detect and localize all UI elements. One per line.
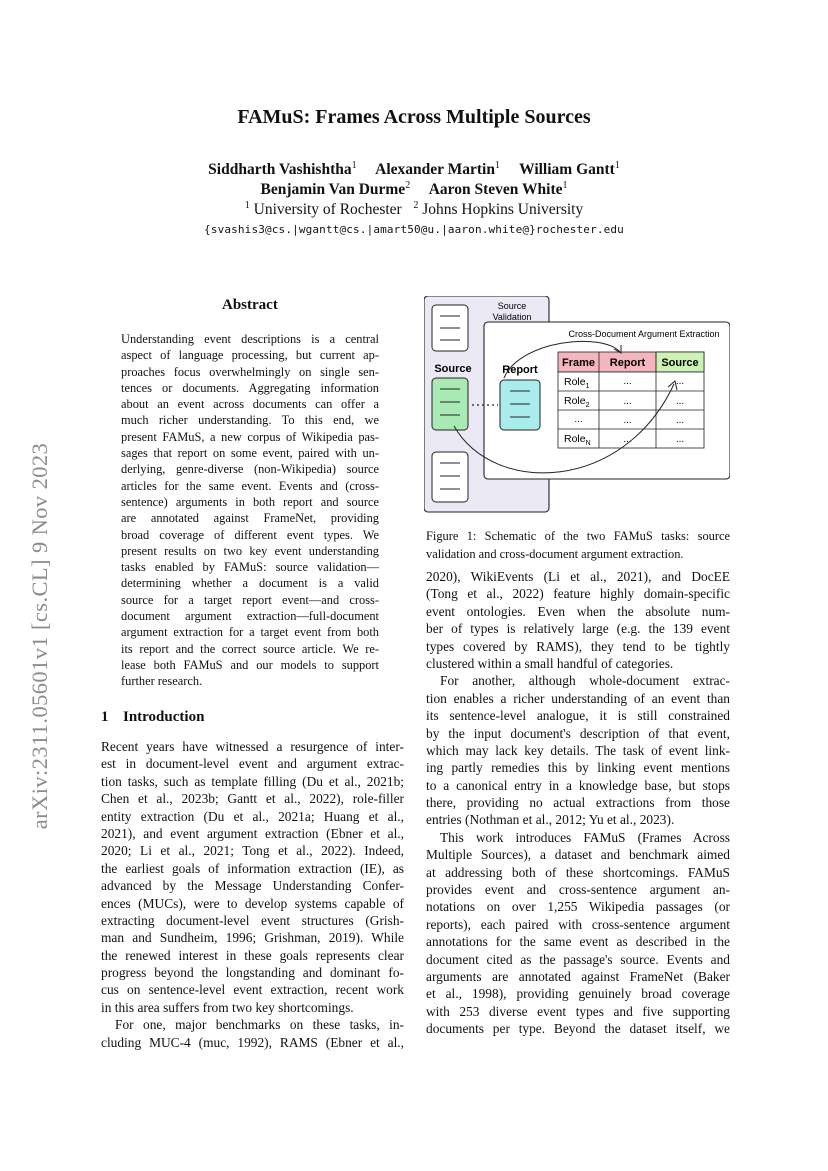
- body-line: (Tong et al., 2022) feature highly domain-specific: [426, 586, 730, 602]
- abstract-line: tasks enabled by FAMuS: source validation—: [121, 560, 379, 575]
- abstract-line: aspect of language processing, but current ap-: [121, 348, 379, 363]
- author-affiliation-mark: 1: [351, 160, 357, 171]
- body-line: to a canonical entry in a knowledge base, but stops: [426, 777, 730, 793]
- table-row-role: Role$_2$: [564, 395, 590, 409]
- affiliation-number: 2: [413, 200, 419, 211]
- body-line: ing partly remedies this by linking event mentions: [426, 760, 730, 776]
- abstract-line: further research.: [121, 674, 203, 689]
- abstract-line: present results on two key event understanding: [121, 543, 379, 558]
- body-line: For one, major benchmarks on these tasks, in-: [115, 1017, 404, 1033]
- table-header-report: Report: [609, 357, 646, 369]
- body-line: Recent years have witnessed a resurgence of inter-: [101, 739, 404, 754]
- source-validation-label: Validation: [492, 312, 532, 322]
- body-line: the earliest goals of information extraction (IE), as: [101, 860, 404, 876]
- table-row-ellipsis: ...: [574, 414, 583, 425]
- body-line: progress beyond the longstanding and dominant fo-: [101, 965, 404, 981]
- body-line: cus on sentence-level event extraction, recent work: [101, 982, 404, 998]
- table-cell-report: ...: [623, 396, 632, 407]
- body-line: extracting document-level event structures (Grish-: [101, 912, 404, 928]
- author-line-1: [0, 160, 828, 179]
- abstract-line: document argument extraction—full-document: [121, 609, 379, 624]
- body-line: tion enables a richer understanding of an event than: [426, 690, 730, 706]
- caption-line: Figure 1: Schematic of the two FAMuS tasks: source: [426, 529, 730, 543]
- report-document-label: Report: [502, 364, 538, 376]
- argument-table: [558, 352, 704, 448]
- candidate-document-bottom: [432, 452, 468, 502]
- section-title: Introduction: [123, 709, 205, 725]
- body-line: at addressing both of these shortcomings. FAMuS: [426, 864, 730, 880]
- body-line: clustered within a small handful of categories.: [426, 655, 674, 671]
- affiliation-name: University of Rochester: [253, 201, 402, 219]
- table-cell-report: ...: [623, 415, 632, 426]
- table-cell-report: ...: [623, 434, 632, 445]
- body-line: notations on over 1,255 Wikipedia passages (or: [426, 899, 730, 915]
- author-affiliation-mark: 1: [494, 160, 500, 171]
- abstract-line: broad coverage of different event types. We: [121, 527, 379, 542]
- arxiv-identifier-stamp: arXiv:2311.05601v1 [cs.CL] 9 Nov 2023: [27, 442, 52, 830]
- abstract-line: much richer understanding. To this end, we: [121, 413, 379, 428]
- affiliations: [0, 200, 828, 219]
- affiliation-name: Johns Hopkins University: [422, 201, 584, 219]
- author-affiliation-mark: 2: [405, 180, 411, 191]
- body-line: annotations for the same event as described in the: [426, 934, 730, 950]
- body-line: document cited as the passage's source. Events and: [426, 951, 730, 967]
- author-name: Siddharth Vashishtha: [208, 161, 352, 179]
- body-line: For another, although whole-document extrac-: [440, 673, 730, 689]
- body-line: which may lack key details. The task of event link-: [426, 742, 730, 758]
- author-name: Alexander Martin: [375, 161, 495, 179]
- body-line: entity extraction (Du et al., 2021a; Huang et al.,: [101, 808, 404, 824]
- source-validation-label: Source: [497, 301, 527, 311]
- abstract-line: present FAMuS, a new corpus of Wikipedia pas-: [121, 429, 379, 444]
- author-name: Aaron Steven White: [428, 181, 563, 199]
- table-cell-report: ...: [623, 376, 632, 387]
- right-column-text: [426, 568, 730, 1038]
- body-line: the renewed interest in these goals represents clear: [101, 947, 404, 963]
- caption-line: validation and cross-document argument extraction.: [426, 546, 684, 561]
- body-line: Chen et al., 2023b; Gantt et al., 2022), role-filler: [101, 791, 404, 807]
- abstract-line: are annotated against FrameNet, providing: [121, 511, 379, 526]
- affiliation-number: 1: [244, 200, 250, 211]
- abstract-line: articles for the same event. Events and (cross-: [121, 478, 379, 493]
- body-line: documents per type. Beyond the dataset itself, we: [426, 1021, 730, 1037]
- author-name: Benjamin Van Durme: [260, 181, 406, 199]
- body-line: This work introduces FAMuS (Frames Across: [440, 829, 730, 845]
- body-line: et al., 1998), providing genuinely broad coverage: [426, 986, 730, 1002]
- table-cell-source: ...: [675, 396, 685, 407]
- body-line: there, providing no actual extractions from those: [426, 795, 730, 811]
- section-number: 1: [101, 709, 109, 725]
- author-emails: {svashis3@cs.|wgantt@cs.|amart50@u.|aaron.white@}rochester.edu: [204, 223, 624, 236]
- abstract-heading: Abstract: [222, 297, 278, 313]
- abstract-line: tences or documents. Aggregating information: [121, 380, 379, 395]
- body-line: advanced by the Message Understanding Confer-: [101, 878, 404, 894]
- body-line: 2020; Li et al., 2021; Tong et al., 2022). Indeed,: [101, 843, 404, 859]
- abstract-text: [121, 331, 379, 690]
- section-heading-introduction: [101, 709, 204, 726]
- author-name: William Gantt: [519, 161, 615, 179]
- source-document-label: Source: [434, 363, 472, 375]
- body-line: tion tasks, such as template filling (Du et al., 2021b;: [101, 773, 404, 789]
- body-line: by the input document's description of that event,: [426, 725, 730, 741]
- abstract-line: proaches focus overwhelmingly on single sen-: [121, 364, 379, 379]
- figure-schematic: [424, 296, 730, 516]
- author-affiliation-mark: 1: [614, 160, 620, 171]
- argument-extraction-label: Cross-Document Argument Extraction: [568, 329, 720, 339]
- abstract-line: about an event across documents can offer a: [121, 397, 379, 412]
- body-line: ber of types is relatively large (e.g. the 139 event: [426, 621, 730, 637]
- abstract-line: source for a target report event—and cross-: [121, 592, 379, 607]
- table-cell-source: ...: [675, 376, 685, 387]
- author-affiliation-mark: 1: [562, 180, 568, 191]
- body-line: cluding MUC-4 (muc, 1992), RAMS (Ebner et al.,: [101, 1034, 404, 1050]
- introduction-text: [101, 738, 404, 1051]
- author-line-2: [0, 180, 828, 199]
- table-header-source: Source: [661, 357, 699, 369]
- abstract-line: its report and the correct source article. We re-: [121, 641, 379, 656]
- table-row-role: Role$_N$: [564, 433, 591, 447]
- table-row-role: Role$_1$: [564, 376, 590, 390]
- body-line: ences (MUCs), were to develop systems capable of: [101, 895, 404, 911]
- body-line: provides event and cross-sentence argument an-: [426, 882, 730, 898]
- body-line: entries (Nothman et al., 2012; Yu et al., 2023).: [426, 812, 675, 828]
- body-line: with 253 diverse event types and five supporting: [426, 1003, 730, 1019]
- body-line: est in document-level event and argument extrac-: [101, 756, 404, 772]
- source-document: [432, 378, 468, 430]
- body-line: arguments are annotated against FrameNet (Baker: [426, 968, 730, 984]
- body-line: its sentence-level analogue, it is still constrained: [426, 708, 730, 724]
- body-line: reports), each paired with cross-sentence argument: [426, 916, 730, 932]
- body-line: types covered by RAMS), they tend to be tightly: [426, 638, 730, 654]
- abstract-line: derlying, genre-diverse (non-Wikipedia) source: [121, 462, 379, 477]
- body-line: event ontologies. Even when the absolute num-: [426, 603, 730, 619]
- table-cell-source: ...: [675, 434, 685, 445]
- body-line: 2021), and event argument extraction (Ebner et al.,: [101, 825, 404, 841]
- abstract-line: sages that report on some event, paired with un-: [121, 446, 379, 461]
- abstract-line: determining whether a document is a valid: [121, 576, 379, 591]
- body-line: man and Sundheim, 1996; Grishman, 2019). While: [101, 930, 404, 946]
- report-document: [500, 380, 540, 430]
- abstract-line: lease both FAMuS and our models to support: [121, 657, 379, 672]
- body-line: in this area suffers from two key shortcomings.: [101, 999, 354, 1015]
- body-line: Multiple Sources), a dataset and benchmark aimed: [426, 847, 730, 863]
- figure-caption: [426, 528, 730, 563]
- table-cell-source: ...: [675, 415, 685, 426]
- paper-title: FAMuS: Frames Across Multiple Sources: [237, 106, 591, 128]
- table-header-frame: Frame: [561, 357, 596, 369]
- abstract-line: sentence) arguments in both report and source: [121, 494, 379, 509]
- candidate-document-top: [432, 305, 468, 351]
- abstract-line: argument extraction for a target event from both: [121, 625, 379, 640]
- abstract-line: Understanding event descriptions is a central: [121, 332, 379, 346]
- body-line: 2020), WikiEvents (Li et al., 2021), and DocEE: [426, 569, 730, 584]
